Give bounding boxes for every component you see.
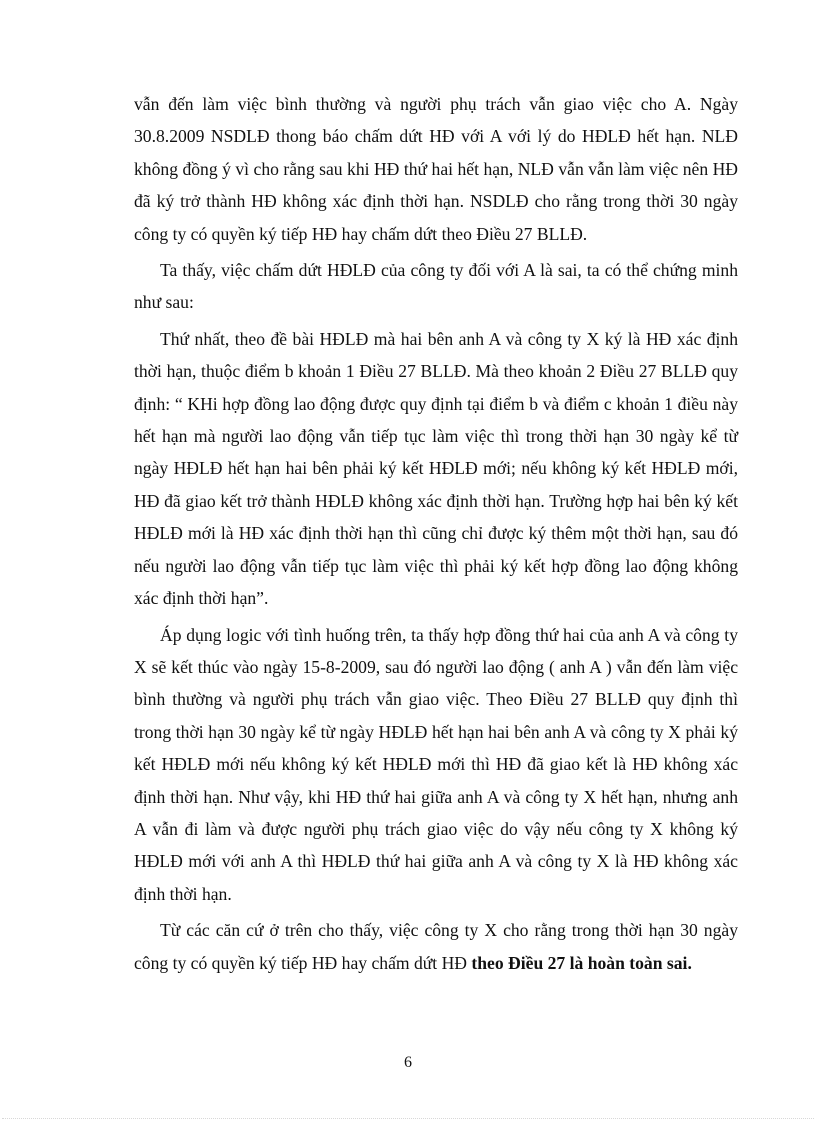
page-number: 6: [404, 1054, 412, 1071]
conclusion-bold-text: theo Điều 27 là hoàn toàn sai.: [471, 952, 692, 973]
paragraph-1: vẫn đến làm việc bình thường và người phụ trách vẫn giao việc cho A. Ngày 30.8.2009 NSDLĐ thong báo chấm dứt HĐ với A với lý do HĐLĐ hết hạn. NLĐ không đồng ý vì cho rằng sau khi HĐ thứ hai hết hạn, NLĐ vẫn vẫn làm việc nên HĐ đã ký trở thành HĐ không xác định thời hạn. NSDLĐ cho rằng trong thời 30 ngày công ty có quyền ký tiếp HĐ hay chấm dứt theo Điều 27 BLLĐ.: [134, 94, 738, 244]
paragraph-5: [134, 914, 738, 979]
body-text: [134, 88, 738, 983]
conclusion-text: Từ các căn cứ ở trên cho thấy, việc công ty X cho rằng trong thời hạn 30 ngày công ty có quyền ký tiếp HĐ hay chấm dứt HĐ: [134, 920, 738, 973]
paragraph-3: Thứ nhất, theo đề bài HĐLĐ mà hai bên anh A và công ty X ký là HĐ xác định thời hạn, thuộc điểm b khoản 1 Điều 27 BLLĐ. Mà theo khoản 2 Điều 27 BLLĐ quy định: “ KHi hợp đồng lao động được quy định tại điểm b và điểm c khoản 1 điều này hết hạn mà người lao động vẫn tiếp tục làm việc thì trong thời hạn 30 ngày kể từ ngày HĐLĐ hết hạn hai bên phải ký kết HĐLĐ mới; nếu không ký kết HĐLĐ mới, HĐ đã giao kết trở thành HĐLĐ không xác định thời hạn. Trường hợp hai bên ký kết HĐLĐ mới là HĐ xác định thời hạn thì cũng chỉ được ký thêm một thời hạn, sau đó nếu người lao động vẫn tiếp tục làm việc thì phải ký kết hợp đồng lao động không xác định thời hạn”.: [134, 328, 738, 609]
paragraph-4: Áp dụng logic với tình huống trên, ta thấy hợp đồng thứ hai của anh A và công ty X sẽ kết thúc vào ngày 15-8-2009, sau đó người lao động ( anh A ) vẫn đến làm việc bình thường và người phụ trách vẫn giao việc. Theo Điều 27 BLLĐ quy định thì trong thời hạn 30 ngày kể từ ngày HĐLĐ hết hạn hai bên anh A và công ty X phải ký kết HĐLĐ mới nếu không ký kết HĐLĐ mới thì HĐ đã giao kết là HĐ không xác định thời hạn. Như vậy, khi HĐ thứ hai giữa anh A và công ty X hết hạn, nhưng anh A vẫn đi làm và được người phụ trách giao việc do vậy nếu công ty X không ký HĐLĐ mới với anh A thì HĐLĐ thứ hai giữa anh A và công ty X là HĐ không xác định thời hạn.: [134, 624, 738, 904]
page-bottom-border: [2, 1118, 814, 1119]
paragraph-2: Ta thấy, việc chấm dứt HĐLĐ của công ty đối với A là sai, ta có thể chứng minh như sau:: [134, 260, 738, 313]
